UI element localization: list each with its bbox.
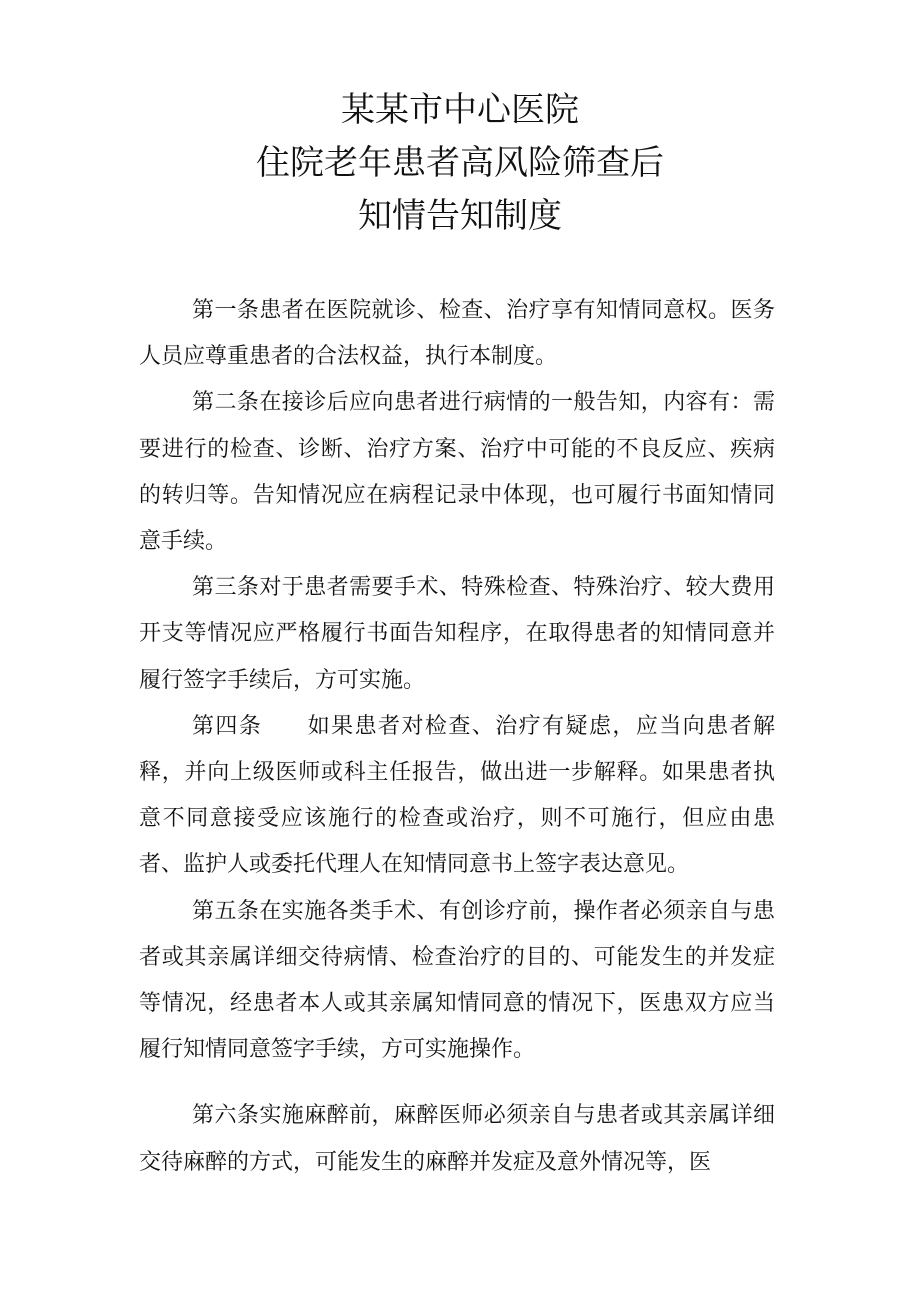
document-title (0, 84, 920, 243)
title-subject: 住院老年患者高风险筛查后 (256, 143, 664, 183)
document-body (139, 288, 775, 1186)
title-policy-name: 知情告知制度 (358, 196, 562, 236)
article-4-label: 第四条 (192, 713, 263, 739)
article-1: 第一条患者在医院就诊、检查、治疗享有知情同意权。医务人员应尊重患者的合法权益，执行本制度。 (139, 298, 775, 370)
article-6: 第六条实施麻醉前，麻醉医师必须亲自与患者或其亲属详细交待麻醉的方式，可能发生的麻醉并发症及意外情况等，医 (139, 1103, 775, 1175)
article-4-text: 如果患者对检查、治疗有疑虑，应当向患者解释，并向上级医师或科主任报告，做出进一步解释。如果患者执意不同意接受应该施行的检查或治疗，则不可施行，但应由患者、监护人或委托代理人在知情同意书上签字表达意见。 (139, 713, 775, 878)
article-4 (139, 704, 775, 889)
article-2: 第二条在接诊后应向患者进行病情的一般告知，内容有：需要进行的检查、诊断、治疗方案、治疗中可能的不良反应、疾病的转归等。告知情况应在病程记录中体现，也可履行书面知情同意手续。 (139, 390, 775, 555)
article-5: 第五条在实施各类手术、有创诊疗前，操作者必须亲自与患者或其亲属详细交待病情、检查治疗的目的、可能发生的并发症等情况，经患者本人或其亲属知情同意的情况下，医患双方应当履行知情同意签字手续，方可实施操作。 (139, 898, 775, 1063)
article-3: 第三条对于患者需要手术、特殊检查、特殊治疗、较大费用开支等情况应严格履行书面告知程序，在取得患者的知情同意并履行签字手续后，方可实施。 (139, 575, 775, 693)
title-hospital-name: 某某市中心医院 (341, 90, 579, 130)
